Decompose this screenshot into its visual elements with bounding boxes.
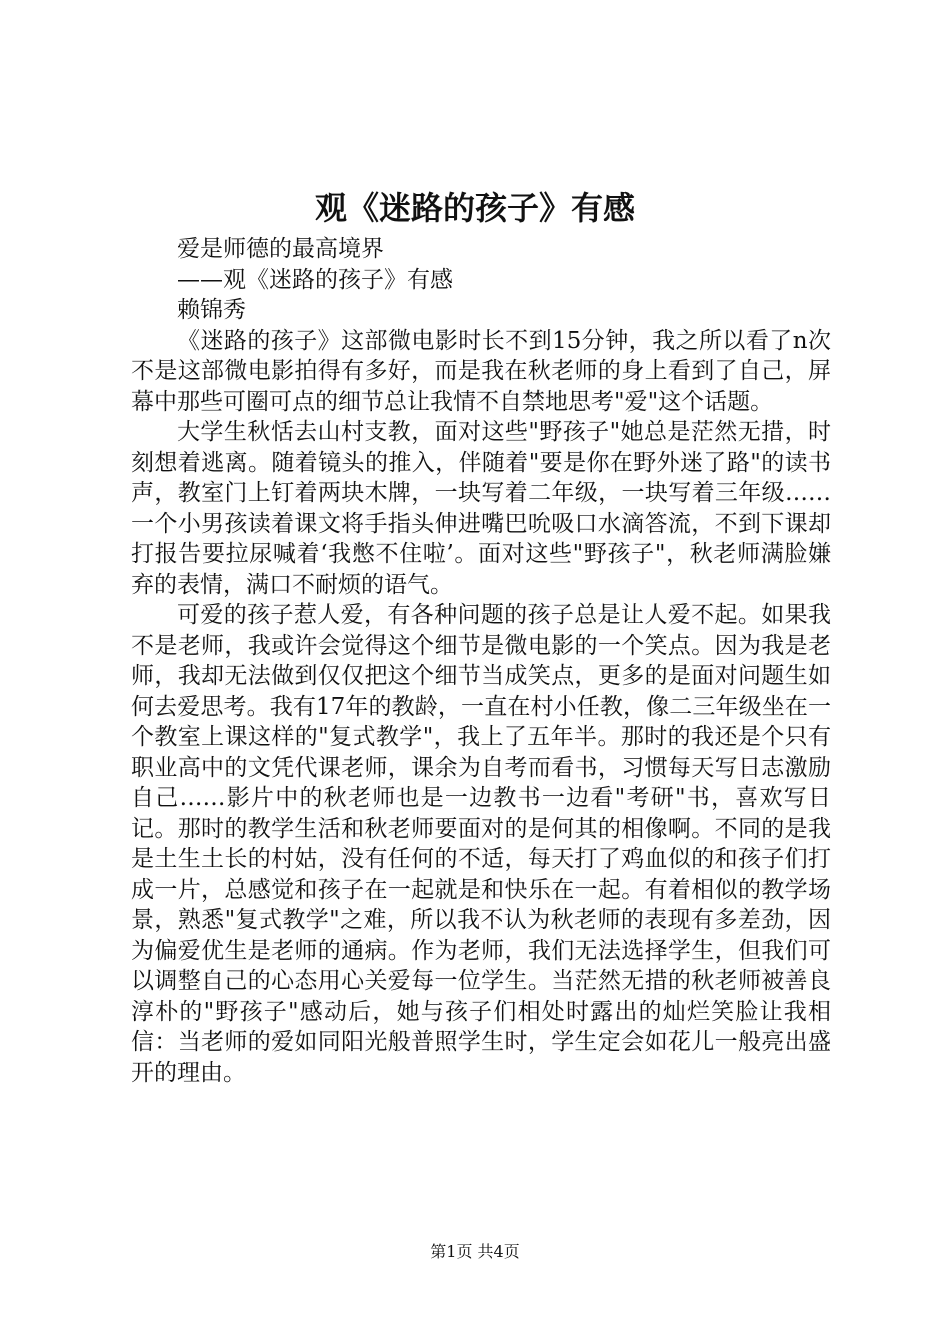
page-number-footer: 第1页 共4页: [430, 1242, 520, 1261]
subtitle-sub-line: ——观《迷路的孩子》有感: [177, 266, 453, 293]
document-body: [131, 234, 831, 1088]
body-paragraph: 可爱的孩子惹人爱，有各种问题的孩子总是让人爱不起。如果我不是老师，我或许会觉得这个细节是微电影的一个笑点。因为我是老师，我却无法做到仅仅把这个细节当成笑点，更多的是面对问题生如何去爱思考。我有17年的教龄，一直在村小任教，像二三年级坐在一个教室上课这样的"复式教学"，我上了五年半。那时的我还是个只有职业高中的文凭代课老师，课余为自考而看书，习惯每天写日志激励自己……影片中的秋老师也是一边教书一边看"考研"书，喜欢写日记。那时的教学生活和秋老师要面对的是何其的相像啊。不同的是我是土生土长的村姑，没有任何的不适，每天打了鸡血似的和孩子们打成一片，总感觉和孩子在一起就是和快乐在一起。有着相似的教学场景，熟悉"复式教学"之难，所以我不认为秋老师的表现有多差劲，因为偏爱优生是老师的通病。作为老师，我们无法选择学生，但我们可以调整自己的心态用心关爱每一位学生。当茫然无措的秋老师被善良淳朴的"野孩子"感动后，她与孩子们相处时露出的灿烂笑脸让我相信：当老师的爱如同阳光般普照学生时，学生定会如花儿一般亮出盛开的理由。: [131, 602, 831, 1086]
author-line: 赖锦秀: [177, 297, 246, 323]
document-title: 观《迷路的孩子》有感: [314, 189, 635, 227]
subtitle-line: 爱是师德的最高境界: [177, 236, 384, 262]
body-paragraph: 大学生秋恬去山村支教，面对这些"野孩子"她总是茫然无措，时刻想着逃离。随着镜头的推入，伴随着"要是你在野外迷了路"的读书声，教室门上钉着两块木牌，一块写着二年级，一块写着三年级……一个小男孩读着课文将手指头伸进嘴巴吮吸口水滴答流，不到下课却打报告要拉尿喊着‘我憋不住啦’。面对这些"野孩子"，秋老师满脸嫌弃的表情，满口不耐烦的语气。: [131, 419, 831, 598]
body-paragraph: 《迷路的孩子》这部微电影时长不到15分钟，我之所以看了n次不是这部微电影拍得有多好，而是我在秋老师的身上看到了自己，屏幕中那些可圈可点的细节总让我情不自禁地思考"爱"这个话题。: [131, 327, 831, 415]
